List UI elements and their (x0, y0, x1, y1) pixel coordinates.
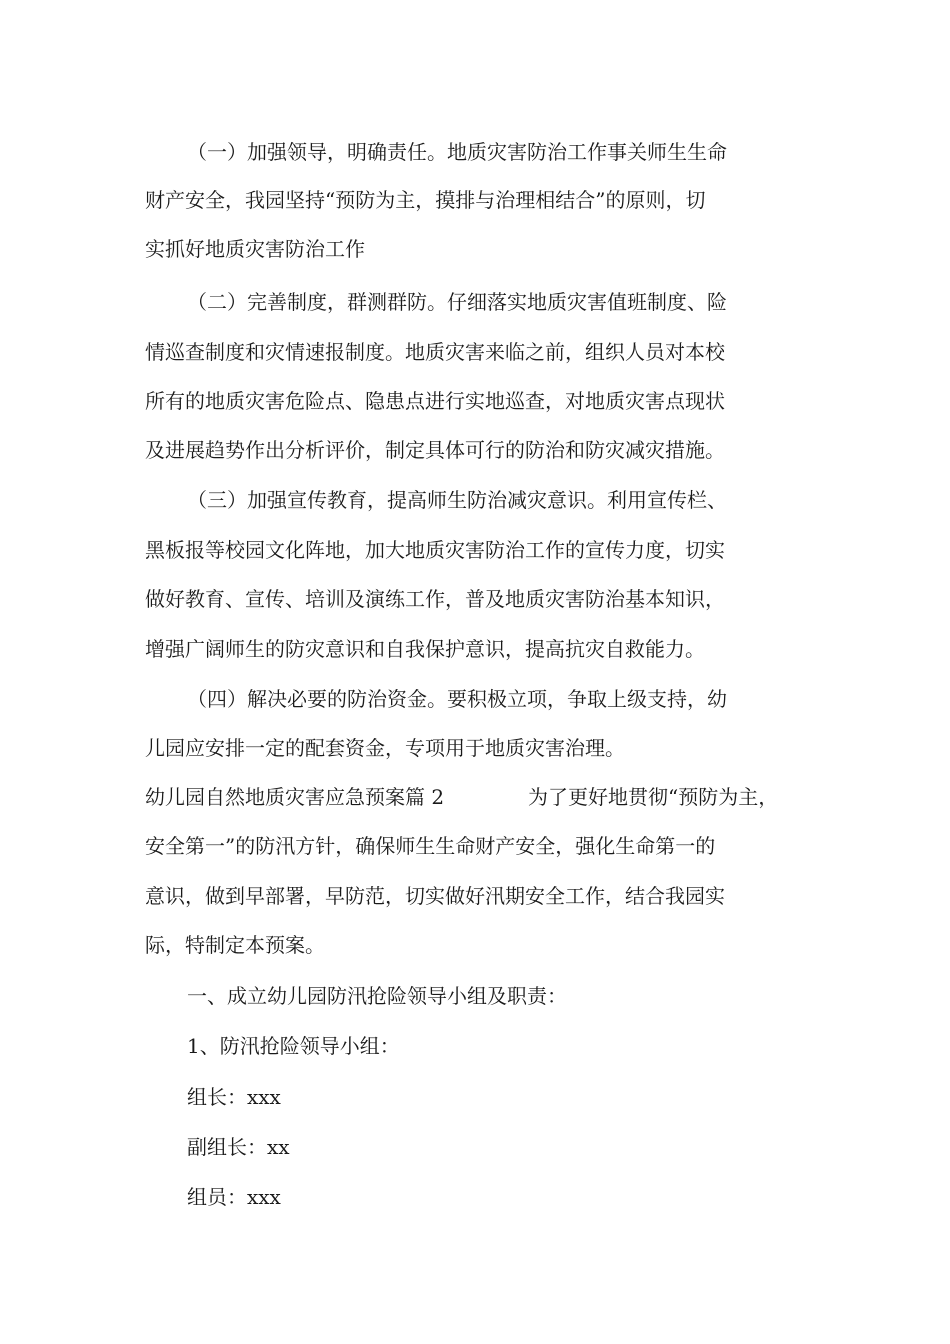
heading-2: 1、防汛抢险领导小组： (187, 1034, 400, 1058)
paragraph-3-line-3: 做好教育、宣传、培训及演练工作，普及地质灾害防治基本知识， (145, 587, 725, 611)
leader-line: 组长：xxx (187, 1085, 281, 1109)
paragraph-2-line-2: 情巡查制度和灾情速报制度。地质灾害来临之前，组织人员对本校 (145, 340, 725, 364)
paragraph-3-line-1: （三）加强宣传教育，提高师生防治减灾意识。利用宣传栏、 (187, 488, 727, 512)
paragraph-3-line-2: 黑板报等校园文化阵地，加大地质灾害防治工作的宣传力度，切实 (145, 538, 725, 562)
paragraph-2-line-4: 及进展趋势作出分析评价，制定具体可行的防治和防灾减灾措施。 (145, 438, 725, 462)
paragraph-5-line-2: 安全第一”的防汛方针，确保师生生命财产安全，强化生命第一的 (145, 834, 716, 858)
members-line: 组员：xxx (187, 1185, 281, 1209)
paragraph-4-line-1: （四）解决必要的防治资金。要积极立项，争取上级支持，幼 (187, 687, 727, 711)
section-title: 幼儿园自然地质灾害应急预案篇 2 (145, 785, 445, 809)
paragraph-5-line-1: 为了更好地贯彻“预防为主， (528, 785, 779, 809)
paragraph-2-line-1: （二）完善制度，群测群防。仔细落实地质灾害值班制度、险 (187, 290, 727, 314)
paragraph-1-line-3: 实抓好地质灾害防治工作 (145, 237, 365, 261)
heading-1: 一、成立幼儿园防汛抢险领导小组及职责： (187, 984, 567, 1008)
deputy-leader-line: 副组长：xx (187, 1135, 290, 1159)
paragraph-2-line-3: 所有的地质灾害危险点、隐患点进行实地巡查，对地质灾害点现状 (145, 389, 725, 413)
paragraph-4-line-2: 儿园应安排一定的配套资金，专项用于地质灾害治理。 (145, 736, 625, 760)
paragraph-1-line-2: 财产安全，我园坚持“预防为主，摸排与治理相结合”的原则，切 (145, 188, 706, 212)
paragraph-5-line-4: 际，特制定本预案。 (145, 933, 325, 957)
paragraph-5-line-3: 意识，做到早部署，早防范，切实做好汛期安全工作，结合我园实 (145, 884, 725, 908)
paragraph-1-line-1: （一）加强领导，明确责任。地质灾害防治工作事关师生生命 (187, 140, 727, 164)
paragraph-3-line-4: 增强广阔师生的防灾意识和自我保护意识，提高抗灾自救能力。 (145, 637, 705, 661)
